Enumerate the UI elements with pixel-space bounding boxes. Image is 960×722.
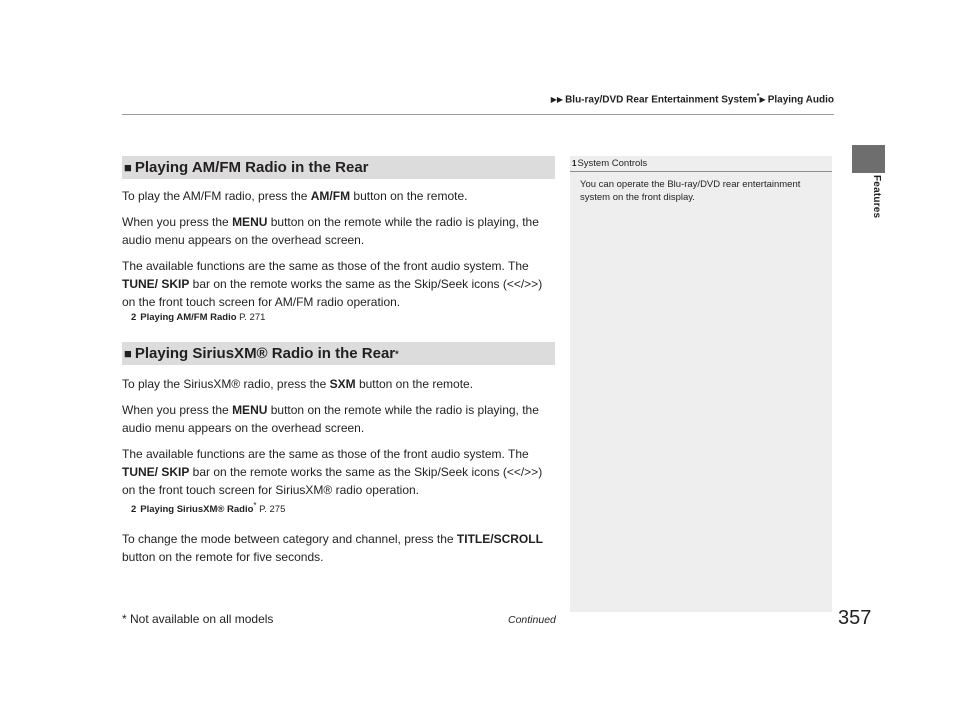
breadcrumb-asterisk: * [756,93,760,100]
paragraph: To play the AM/FM radio, press the AM/FM button on the remote. [122,189,468,203]
section-heading-text: Playing SiriusXM® Radio in the Rear [134,345,396,362]
footnote: * Not available on all models [122,612,274,626]
breadcrumb-item-1[interactable]: Blu-ray/DVD Rear Entertainment System [565,94,757,106]
paragraph: The available functions are the same as those of the front audio system. The TUNE/ SKIP bar on the remote works the same as the Skip/Seek icons (<</>>) on the front touch screen for SiriusXM® radio operation. [122,447,543,497]
cross-reference-link[interactable]: 2 Playing SiriusXM® Radio* P. 275 [131,501,286,516]
cross-reference-link[interactable]: 2 Playing AM/FM Radio P. 271 [131,312,266,323]
section-heading-siriusxm [122,342,555,365]
chapter-tab-label: Features [871,175,882,219]
double-arrow-icon: ▶▶ [550,95,564,105]
page-number: 357 [838,607,872,629]
heading-asterisk: * [395,348,399,359]
continued-label: Continued [508,614,556,626]
breadcrumb-item-2[interactable]: Playing Audio [767,94,834,106]
note-number: 1 [572,159,577,168]
paragraph: The available functions are the same as those of the front audio system. The TUNE/ SKIP bar on the remote works the same as the Skip/Seek icons (<</>>) on the front touch screen for AM/FM radio operation. [122,259,543,309]
header-divider [122,114,834,115]
chapter-tab[interactable] [852,145,885,173]
paragraph: When you press the MENU button on the remote while the radio is playing, the audio menu appears on the overhead screen. [122,403,539,435]
section-square-icon: ■ [124,346,132,361]
breadcrumb [551,93,834,105]
notes-sidebar [570,156,832,612]
paragraph: To change the mode between category and channel, press the TITLE/SCROLL button on the remote for five seconds. [122,532,543,565]
paragraph: To play the SiriusXM® radio, press the SXM button on the remote. [122,377,474,391]
sidebar-body: You can operate the Blu-ray/DVD rear entertainment system on the front display. [580,179,801,203]
main-content [122,156,555,566]
section-heading-text: Playing AM/FM Radio in the Rear [134,159,369,176]
reference-arrow-icon: 2 [131,312,137,323]
sidebar-title: 1System Controls [572,158,648,169]
reference-arrow-icon: 2 [131,504,137,516]
section-heading-am-fm [122,156,555,179]
sidebar-divider [570,171,832,172]
section-square-icon: ■ [124,160,132,175]
arrow-icon: ▶ [759,95,766,105]
paragraph: When you press the MENU button on the remote while the radio is playing, the audio menu appears on the overhead screen. [122,215,539,247]
